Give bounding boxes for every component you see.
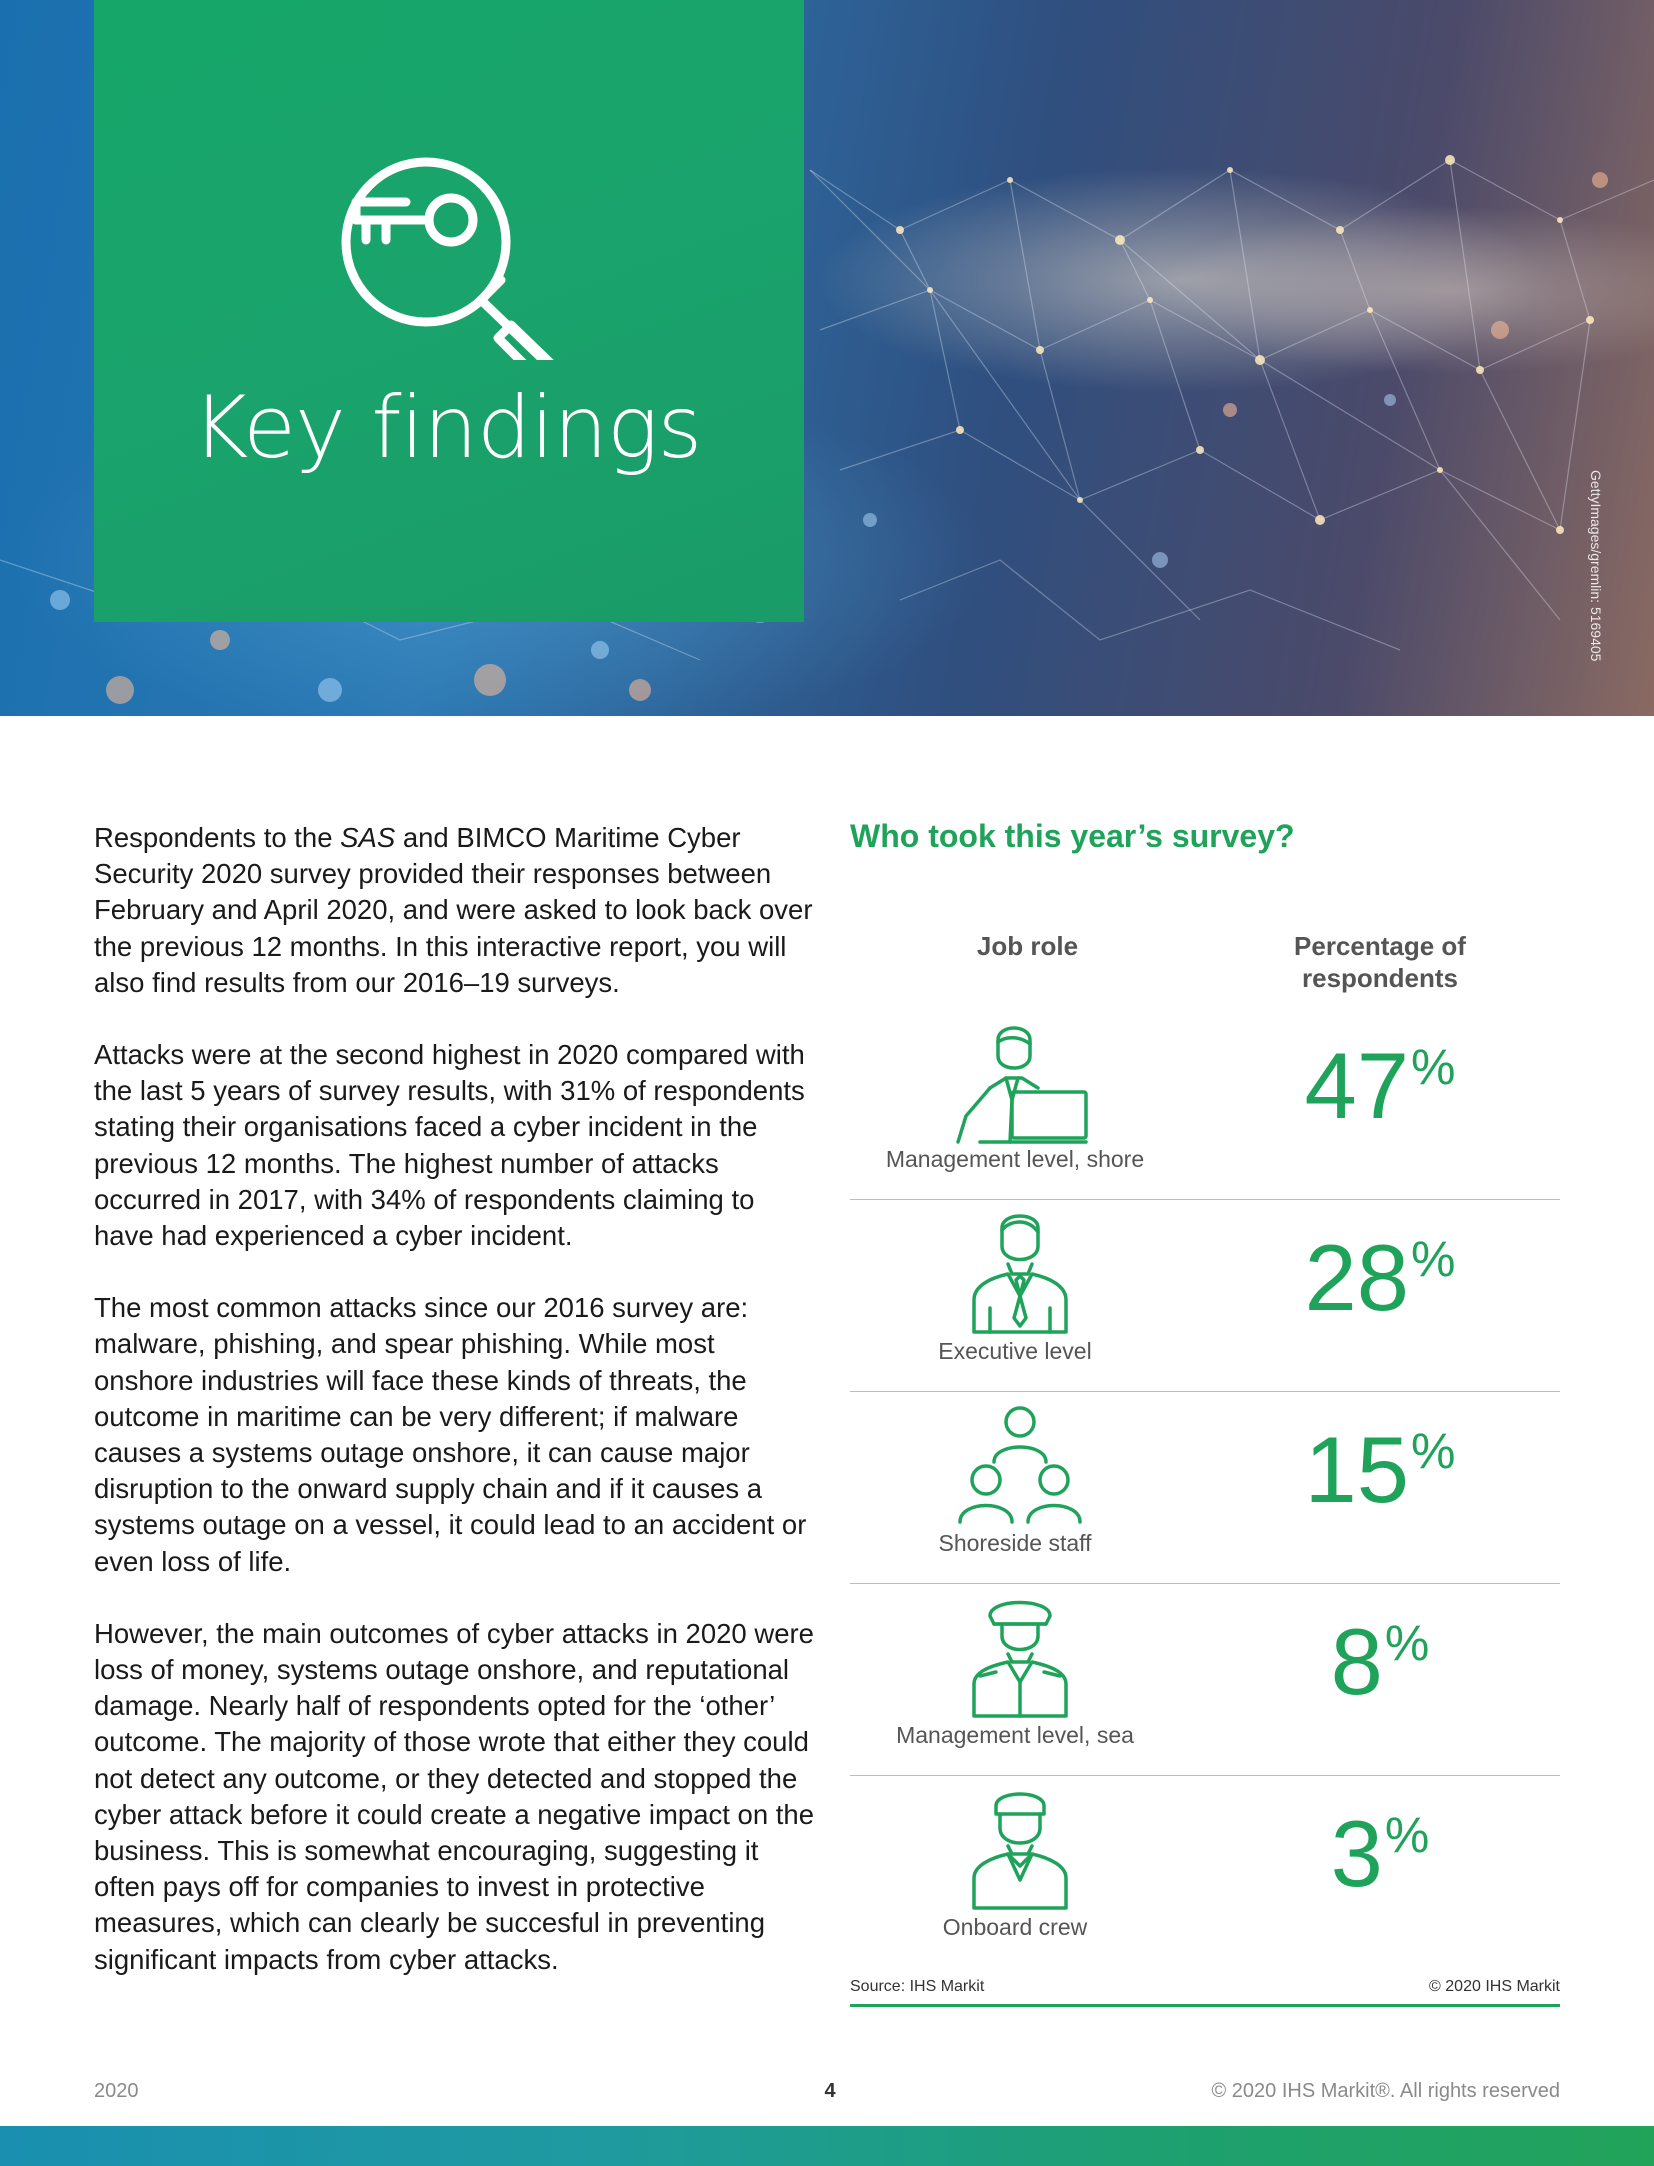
survey-row-shoreside-staff <box>850 1392 1560 1584</box>
role-label: Onboard crew <box>942 1914 1088 1940</box>
magnifier-key-icon <box>316 150 586 360</box>
hero-banner <box>0 0 1654 716</box>
percentage-value: 15% <box>1304 1417 1456 1522</box>
chart-source: Source: IHS Markit <box>850 1978 985 1995</box>
role-label: Management level, shore <box>885 1146 1145 1172</box>
emphasis-sas: SAS <box>340 822 396 853</box>
role-label: Shoreside staff <box>938 1530 1092 1556</box>
column-header-percentage: Percentage of respondents <box>1294 931 1466 993</box>
survey-row-management-sea <box>850 1584 1560 1776</box>
body-text <box>94 820 814 2014</box>
paragraph: Respondents to the SAS and BIMCO Maritime Cyber Security 2020 survey provided their responses between February and April 2020, and were asked to look back over the previous 12 months. In this interactive report, you will also find results from our 2016–19 surveys. <box>94 822 813 998</box>
photo-credit-text: GettyImages/gremlin: 5169405 <box>1588 470 1604 662</box>
percentage-value: 3% <box>1330 1801 1430 1906</box>
manager-at-laptop-icon <box>950 1016 1090 1146</box>
chart-copyright: © 2020 IHS Markit <box>1429 1978 1560 1995</box>
footer-copyright: © 2020 IHS Markit®. All rights reserved <box>1211 2080 1560 2102</box>
survey-row-onboard-crew <box>850 1776 1560 1968</box>
chart-bottom-rule <box>850 2004 1560 2007</box>
percentage-value: 28% <box>1304 1225 1456 1330</box>
footer-year: 2020 <box>94 2080 139 2102</box>
ship-officer-icon <box>950 1592 1090 1722</box>
paragraph: The most common attacks since our 2016 survey are: malware, phishing, and spear phishing. While most onshore industries will face these kinds of threats, the outcome in maritime can be very different; if malware causes a systems outage onshore, it can cause major disruption to the onward supply chain and if it causes a systems outage on a vessel, it could lead to an accident or even loss of life. <box>94 1292 807 1577</box>
survey-title: Who took this year’s survey? <box>850 818 1295 854</box>
page-number: 4 <box>824 2080 836 2102</box>
percentage-value: 47% <box>1304 1033 1456 1138</box>
role-label: Management level, sea <box>896 1722 1134 1748</box>
paragraph: Attacks were at the second highest in 2020 compared with the last 5 years of survey results, with 31% of respondents stating their organisations faced a cyber incident in the previous 12 months. The highest number of attacks occurred in 2017, with 34% of respondents claiming to have had experienced a cyber incident. <box>94 1039 805 1252</box>
executive-person-icon <box>950 1208 1090 1338</box>
role-label: Executive level <box>938 1338 1092 1364</box>
page-title: Key findings <box>192 378 702 478</box>
column-header-job-role: Job role <box>976 931 1079 961</box>
survey-row-executive <box>850 1200 1560 1392</box>
crew-member-icon <box>950 1784 1090 1914</box>
percentage-value: 8% <box>1330 1609 1430 1714</box>
title-panel <box>94 0 804 622</box>
paragraph: However, the main outcomes of cyber attacks in 2020 were loss of money, systems outage onshore, and reputational damage. Nearly half of respondents opted for the ‘other’ outcome. The majority of those wrote that either they could not detect any outcome, or they detected and stopped the cyber attack before it could create a negative impact on the business. This is somewhat encouraging, suggesting it often pays off for companies to invest in protective measures, which can clearly be succesful in preventing significant impacts from cyber attacks. <box>94 1617 814 1975</box>
survey-row-management-shore <box>850 1008 1560 1200</box>
staff-group-icon <box>950 1400 1090 1530</box>
footer-color-bar <box>0 2126 1654 2166</box>
